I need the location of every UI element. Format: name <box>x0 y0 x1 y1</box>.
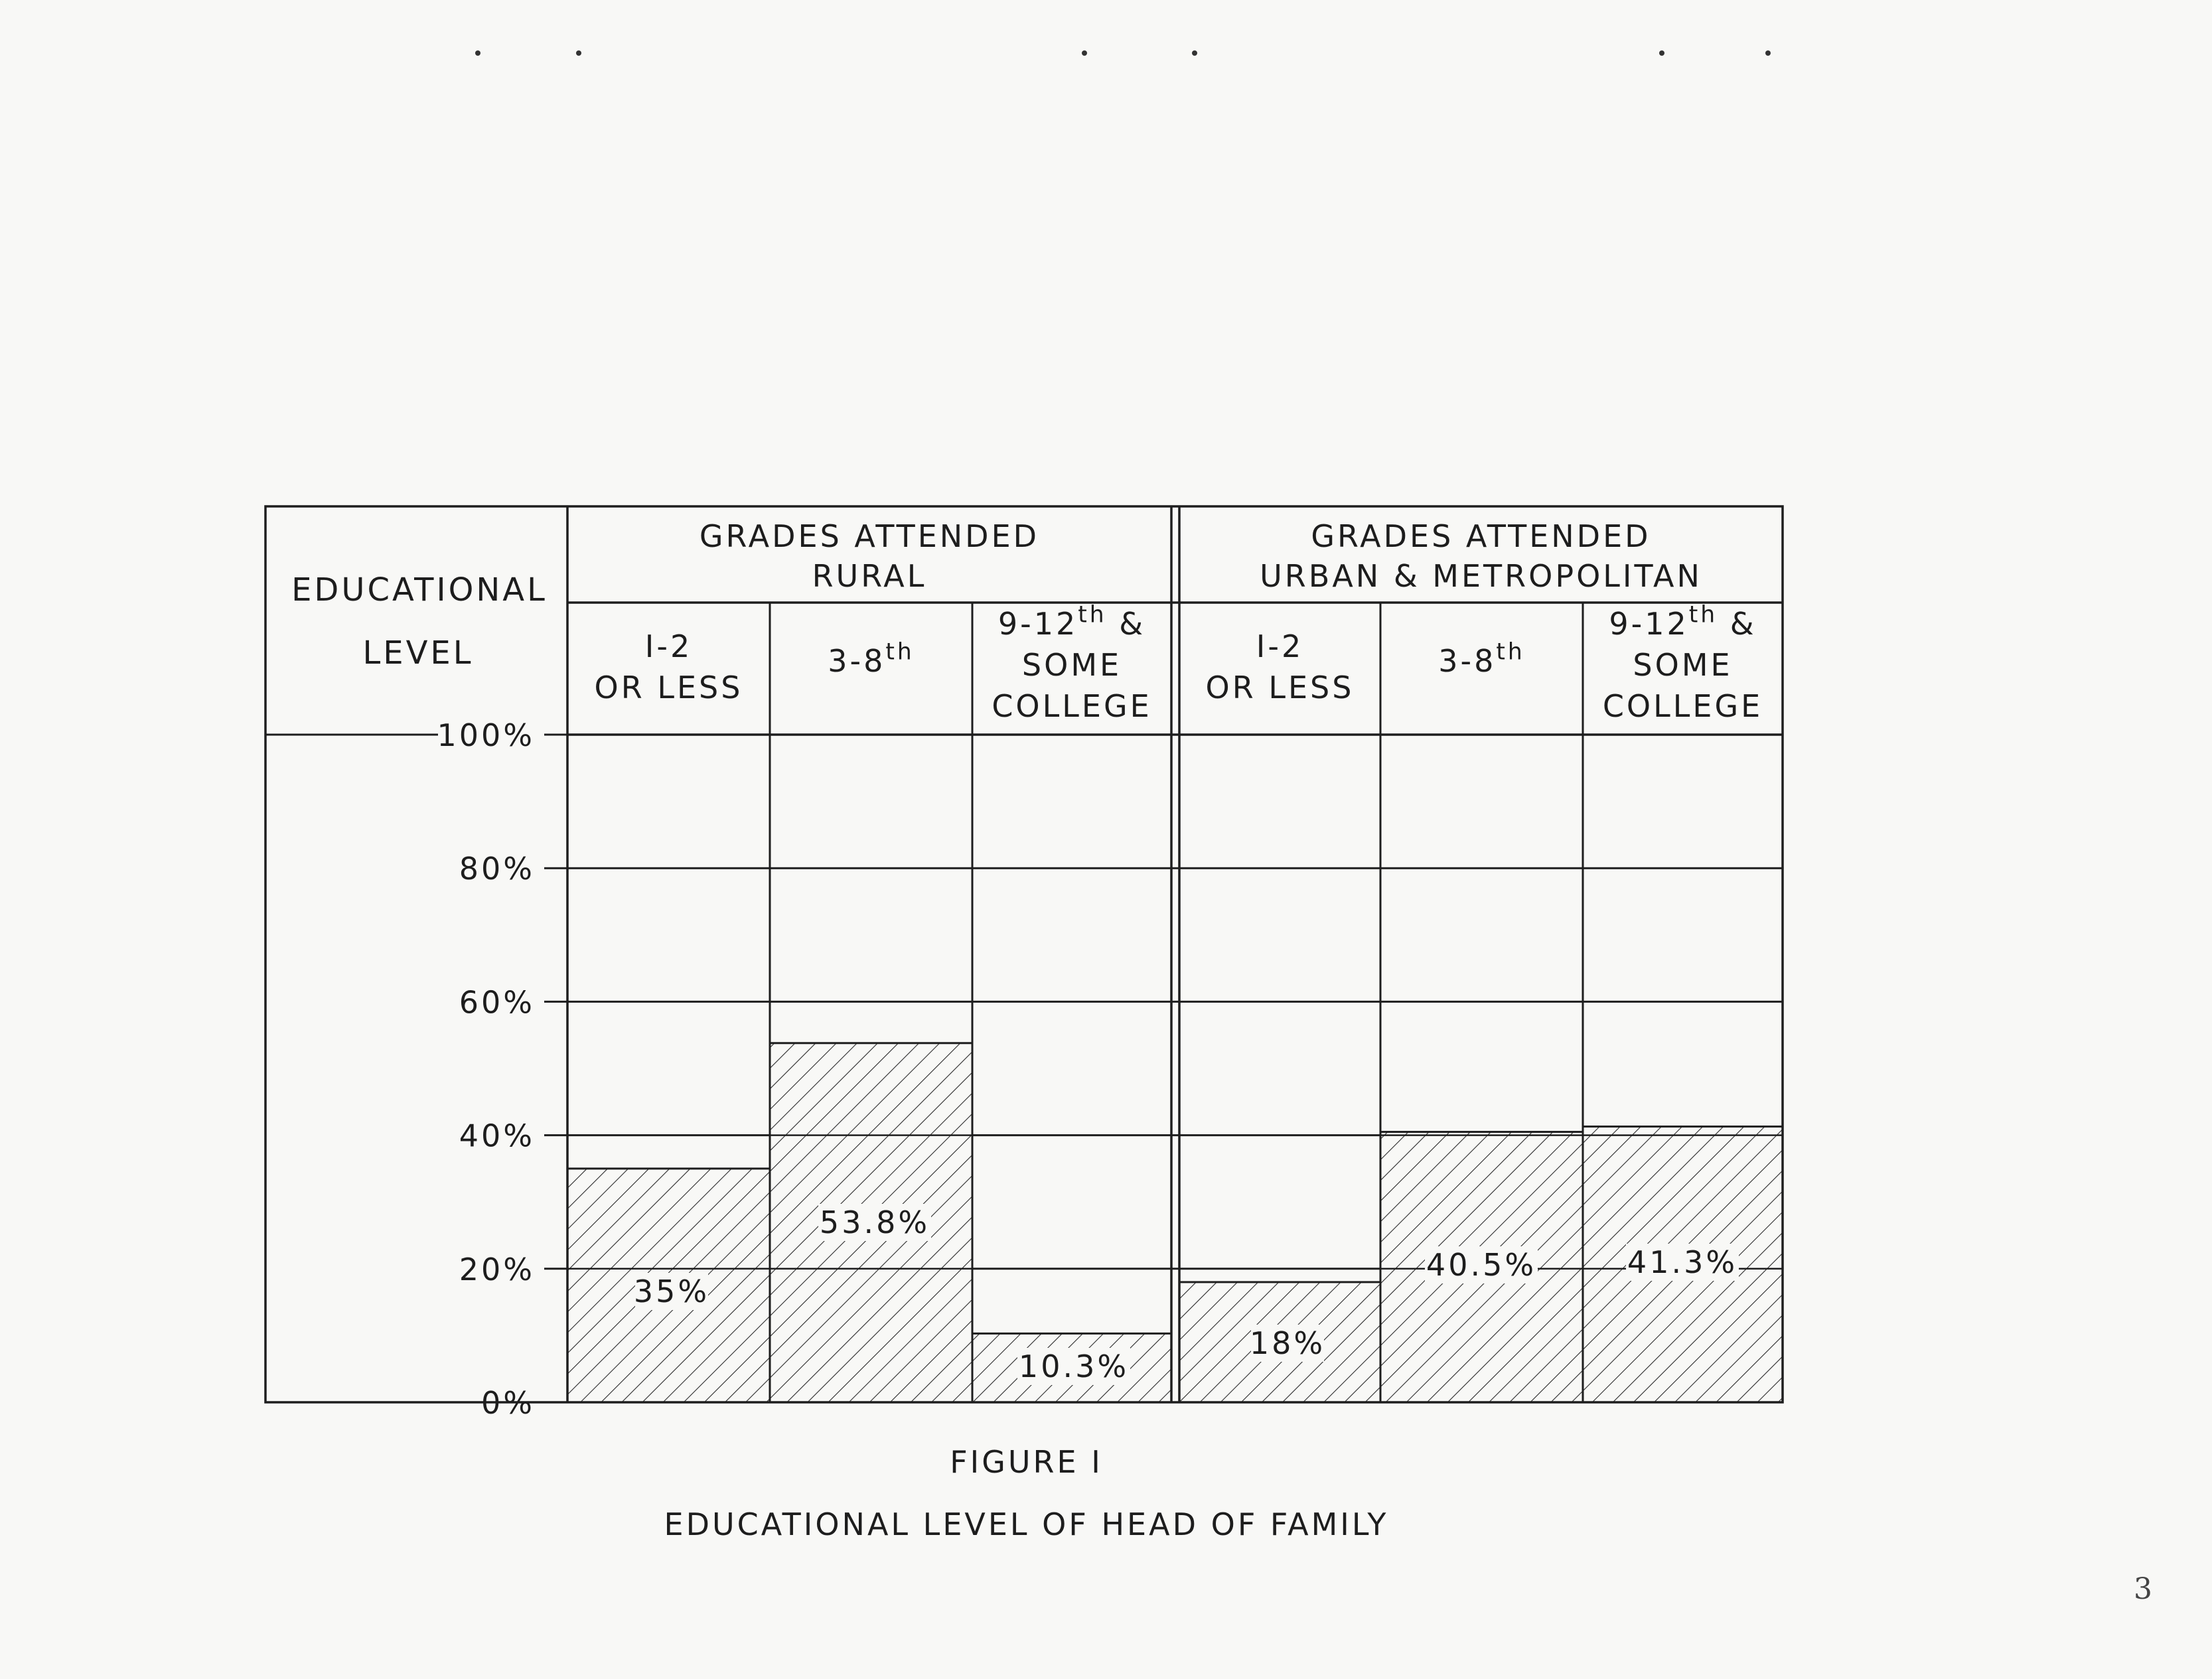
chart-title: EDUCATIONAL LEVEL OF HEAD OF FAMILY <box>664 1506 1389 1542</box>
y-tick-label: 100% <box>437 717 535 753</box>
row-header: EDUCATIONAL <box>291 571 548 609</box>
group-header: GRADES ATTENDED <box>1311 518 1651 554</box>
y-tick-label: 40% <box>459 1118 535 1154</box>
data-label: 18% <box>1249 1325 1326 1361</box>
row-header: LEVEL <box>362 634 474 672</box>
category-header: 3-8th <box>828 638 915 679</box>
data-label: 53.8% <box>819 1204 930 1240</box>
y-tick-label: 80% <box>459 851 535 887</box>
category-header: OR LESS <box>1205 670 1355 705</box>
category-header: OR LESS <box>594 670 743 705</box>
category-header: I-2 <box>1256 628 1304 664</box>
y-tick-label: 60% <box>459 984 535 1021</box>
group-header: URBAN & METROPOLITAN <box>1260 558 1702 594</box>
data-label: 35% <box>633 1274 710 1309</box>
category-header: COLLEGE <box>992 688 1152 724</box>
category-header: 9-12th & <box>997 601 1146 642</box>
y-tick-label: 20% <box>459 1251 535 1287</box>
category-header: SOME <box>1633 647 1733 683</box>
category-header: COLLEGE <box>1602 688 1763 724</box>
data-label: 40.5% <box>1426 1247 1537 1283</box>
group-header: RURAL <box>812 558 927 594</box>
category-header: 3-8th <box>1438 638 1525 679</box>
category-header: I-2 <box>644 628 693 664</box>
group-header: GRADES ATTENDED <box>699 518 1040 554</box>
data-label: 41.3% <box>1627 1244 1738 1280</box>
page-number: 3 <box>2134 1572 2152 1606</box>
data-label: 10.3% <box>1018 1349 1130 1384</box>
category-header: 9-12th & <box>1609 601 1757 642</box>
figure-number: FIGURE I <box>950 1444 1103 1480</box>
y-tick-label: 0% <box>481 1385 535 1421</box>
category-header: SOME <box>1021 647 1122 683</box>
